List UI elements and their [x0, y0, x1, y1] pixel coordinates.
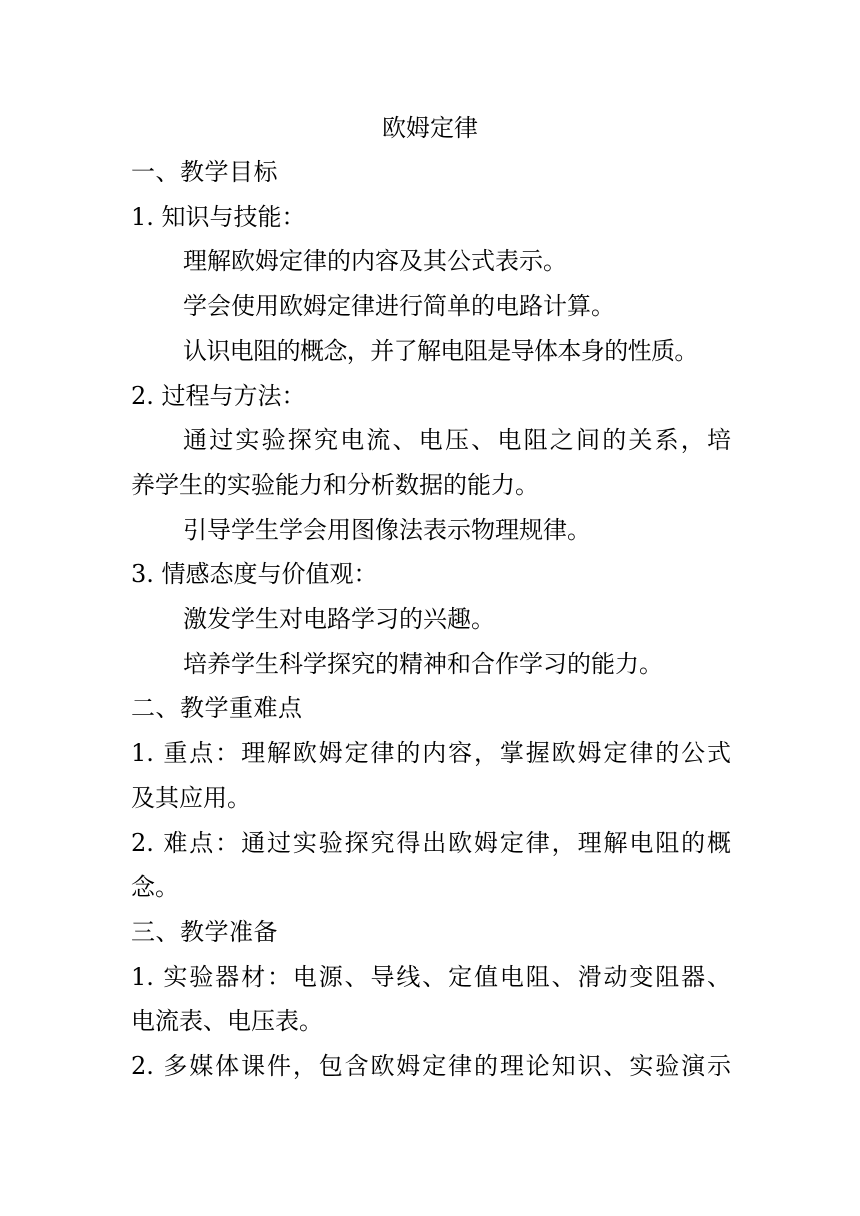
- document-line: 2. 难点：通过实验探究得出欧姆定律，理解电阻的概: [131, 828, 731, 857]
- document-line: 1. 实验器材：电源、导线、定值电阻、滑动变阻器、: [131, 962, 731, 991]
- document-line: 理解欧姆定律的内容及其公式表示。: [183, 247, 567, 276]
- document-line: 通过实验探究电流、电压、电阻之间的关系，培: [183, 426, 731, 455]
- document-line: 及其应用。: [131, 783, 251, 812]
- document-line: 1. 知识与技能：: [131, 202, 306, 231]
- document-line: 一、教学目标: [131, 158, 278, 186]
- document-line: 2. 过程与方法：: [131, 381, 306, 410]
- document-line: 学会使用欧姆定律进行简单的电路计算。: [183, 292, 615, 321]
- document-line: 3. 情感态度与价值观：: [131, 560, 378, 589]
- document-title: 欧姆定律: [382, 114, 478, 142]
- document-line: 念。: [131, 873, 179, 902]
- document-line: 养学生的实验能力和分析数据的能力。: [131, 470, 539, 499]
- document-line: 二、教学重难点: [131, 694, 303, 723]
- document-line: 激发学生对电路学习的兴趣。: [183, 605, 495, 634]
- document-line: 1. 重点：理解欧姆定律的内容，掌握欧姆定律的公式: [131, 739, 731, 768]
- document-line: 培养学生科学探究的精神和合作学习的能力。: [183, 649, 663, 678]
- document-line: 电流表、电压表。: [131, 1007, 323, 1036]
- document-body: [131, 150, 731, 1089]
- document-line: 认识电阻的概念，并了解电阻是导体本身的性质。: [183, 336, 698, 365]
- document-line: 三、教学准备: [131, 917, 278, 946]
- document-line: 引导学生学会用图像法表示物理规律。: [183, 515, 591, 544]
- document-line: 2. 多媒体课件，包含欧姆定律的理论知识、实验演示: [131, 1052, 731, 1081]
